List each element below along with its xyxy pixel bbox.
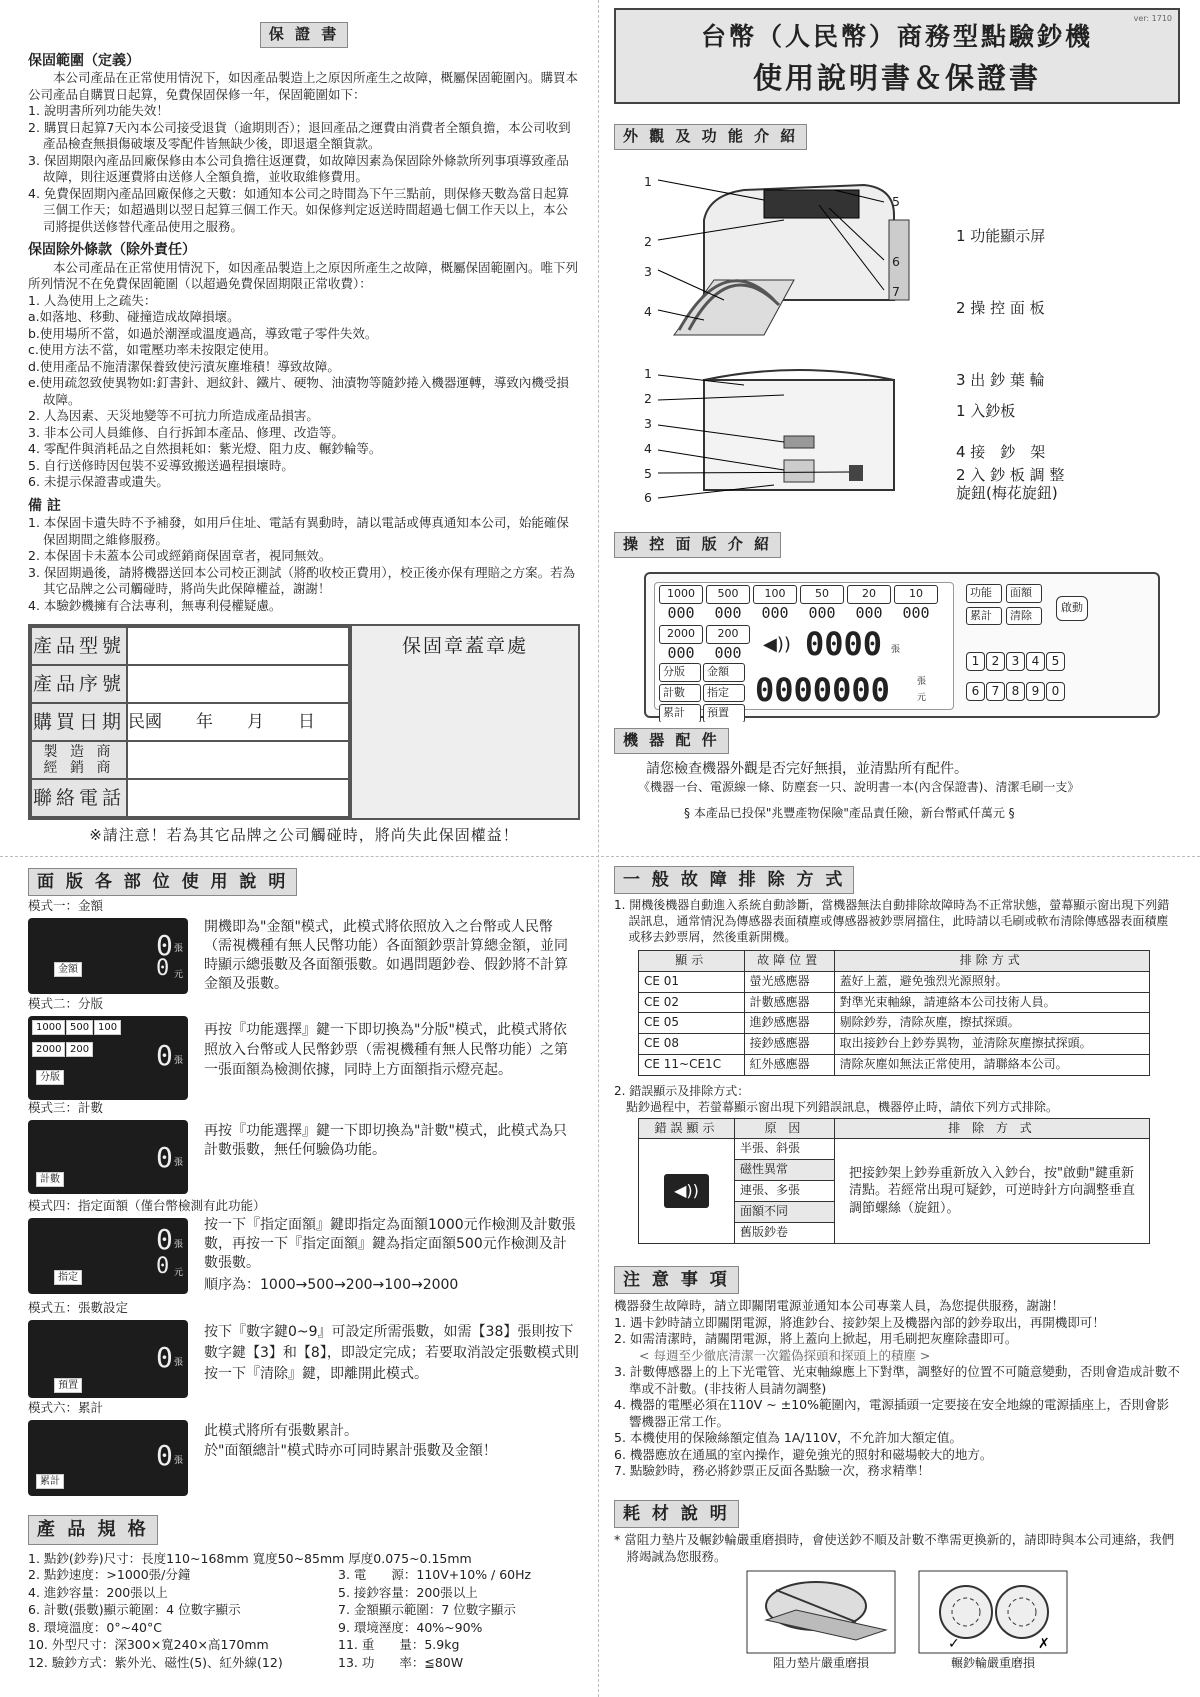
cell: 舊版鈔卷 [735, 1222, 835, 1243]
back-callout-5: 5 [644, 466, 652, 481]
mode-2-display [28, 1016, 188, 1100]
zero-display: 0 [156, 929, 173, 962]
warranty-form [28, 624, 580, 820]
denom-2000: 2000 000 [659, 625, 703, 663]
divider [598, 0, 599, 1697]
mode-6 [28, 1400, 580, 1500]
exclusion-list [28, 293, 580, 310]
list-item: 1 入鈔板 [956, 402, 1016, 420]
roller-caption: 輾鈔輪嚴重磨損 [950, 1656, 1035, 1670]
list-item: 2. 點鈔速度：>1000張/分鐘 [28, 1567, 191, 1583]
cell: CE 11~CE1C [639, 1055, 745, 1076]
speaker-error-icon: ◀)) [664, 1174, 709, 1207]
warranty-notice: ※請注意！若為其它品牌之公司觸碰時，將尚失此保固權益！ [89, 826, 519, 845]
list-item: 2. 購買日起算7天內本公司接受退貨（逾期則否）；退回產品之運費由消費者全額負擔，本公司收到產品檢查無損傷破壞及零配件皆無缺少後，即退還全額貨款。 [28, 119, 571, 152]
list-item: 4 接 鈔 架 [956, 443, 1046, 461]
zero-display: 0 [156, 1439, 173, 1472]
cautions-section [614, 1266, 1180, 1496]
function-button[interactable]: 功能 [966, 584, 1002, 603]
mode-text: 於"面額總計"模式時亦可同時累計張數及金額！ [204, 1443, 497, 1459]
consumables-section [614, 1500, 1180, 1690]
cell: CE 01 [639, 971, 745, 992]
date-label: 購買日期 [31, 703, 127, 741]
key-8[interactable]: 8 [1006, 682, 1025, 701]
svg-text:✗: ✗ [1038, 1636, 1050, 1652]
mode-1-display [28, 918, 188, 994]
date-field[interactable]: 民國 年 月 日 [127, 703, 349, 741]
col-header: 故障位置 [744, 950, 834, 971]
serial-label: 產品序號 [31, 665, 127, 703]
back-callout-3: 3 [644, 416, 652, 431]
unit-zhang: 張 [174, 1358, 184, 1368]
denom-20: 20 000 [847, 585, 891, 623]
mini-denom: 200 [66, 1042, 93, 1057]
model-field[interactable] [127, 627, 349, 665]
cell: CE 02 [639, 992, 745, 1013]
specs-header: 產 品 規 格 [28, 1515, 158, 1545]
front-callout-2: 2 [644, 234, 652, 249]
mode-2 [28, 996, 580, 1100]
list-item: d.使用產品不施清潔保養致使污漬灰塵堆積！導致故障。 [28, 358, 340, 374]
unit-zhang: 張 [174, 1240, 184, 1250]
mode-title: 模式二：分版 [28, 996, 104, 1011]
mode-sequence: 順序為：1000→500→200→100→2000 [204, 1277, 459, 1293]
mode-title: 模式六：累計 [28, 1400, 104, 1415]
svg-text:✓: ✓ [948, 1636, 960, 1652]
list-item: 5. 自行送修時因包裝不妥導致搬送過程損壞時。 [28, 457, 294, 473]
unit-zhang: 張 [174, 1456, 184, 1466]
scope-list [28, 103, 580, 235]
tag-fenban: 分版 [659, 663, 701, 682]
troubleshoot-section [614, 866, 1180, 1256]
count-display: 0000 [805, 625, 883, 663]
list-item: 11. 重 量：5.9kg [338, 1637, 460, 1653]
error-display-table [638, 1118, 1150, 1244]
table-row [639, 971, 1150, 992]
tag-leiji: 累計 [659, 704, 701, 722]
modes-section [28, 868, 580, 1508]
troubleshoot-header: 一 般 故 障 排 除 方 式 [614, 866, 854, 894]
list-item: 4. 零配件與消耗品之自然損耗如：紫光燈、阻力皮、輾鈔輪等。 [28, 441, 382, 457]
specs-section [28, 1515, 588, 1685]
mode-text: 按一下『指定面額』鍵即指定為面額1000元作檢測及計數張數，再按一下『指定面額』鍵為指定面額500元作檢測及計數張數。 [204, 1217, 576, 1271]
denom-500: 500 000 [706, 585, 750, 623]
table-row [639, 1034, 1150, 1055]
key-9[interactable]: 9 [1026, 682, 1045, 701]
tag-zhiding: 指定 [703, 684, 745, 703]
front-callout-7: 7 [892, 284, 900, 299]
exclusion-intro: 本公司產品在正常使用情況下，如因產品製造上之原因所產生之故障，概屬保固範圍內。唯下列所列情況不在免費保固範圍（以超過免費保固期限正常收費）： [28, 259, 579, 292]
mini-denom: 2000 [32, 1042, 65, 1057]
page-subtitle: 使用說明書＆保證書 [752, 61, 1041, 95]
unit-zhang: 張 [174, 1158, 184, 1168]
list-item: 5. 本機使用的保險絲額定值為 1A/110V，不允許加大額定值。 [614, 1430, 962, 1446]
mode-tags [659, 663, 745, 722]
error-code-table [638, 950, 1150, 1076]
phone-label: 聯絡電話 [31, 779, 127, 817]
list-item: 1. 人為使用上之疏失： [28, 292, 157, 308]
mode-tag: 計數 [36, 1172, 64, 1187]
key-3[interactable]: 3 [1006, 652, 1025, 671]
list-item: 4. 進鈔容量：200張以上 [28, 1584, 168, 1600]
panel-display [654, 582, 954, 720]
insurance-note: § 本產品已投保"兆豐產物保險"產品責任險，新台幣貳仟萬元 § [684, 806, 1015, 821]
col-header: 錯誤顯示 [639, 1118, 735, 1139]
cell: 對準光束軸線，請連絡本公司技術人員。 [834, 992, 1149, 1013]
table-row [639, 992, 1150, 1013]
denom-50: 50 000 [800, 585, 844, 623]
mode-tag: 分版 [36, 1070, 64, 1085]
modes-header: 面 版 各 部 位 使 用 說 明 [28, 868, 297, 896]
serial-field[interactable] [127, 665, 349, 703]
total-display: 0000000 [755, 671, 890, 709]
list-item: c.使用方法不當，如電壓功率未按限定使用。 [28, 342, 277, 358]
zero-display: 0 [156, 1223, 173, 1256]
cell: 取出接鈔台上鈔券異物，並清除灰塵擦拭探頭。 [834, 1034, 1149, 1055]
divider [0, 856, 1200, 857]
exclusion-list-rest [28, 408, 580, 491]
error-intro: 點鈔過程中，若螢幕顯示窗出現下列錯誤訊息，機器停止時，請依下列方式排除。 [626, 1099, 1059, 1114]
list-item: 4. 本驗鈔機擁有合法專利，無專利侵權疑慮。 [28, 597, 282, 613]
list-item: 2. 人為因素、天災地變等不可抗力所造成產品損害。 [28, 408, 319, 424]
mode-title: 模式五：張數設定 [28, 1300, 129, 1315]
mode-title: 模式三：計數 [28, 1100, 104, 1115]
mode-text: 開機即為"金額"模式，此模式將依照放入之台幣或人民幣（需視機種有無人民幣功能）各面額鈔票計算總金額，並同時顯示總張數及各面額張數。如遇問題鈔卷、假鈔將不計算金額及張數。 [204, 919, 568, 992]
title-box [614, 8, 1180, 104]
list-item: 6. 機器應放在通風的室內操作，避免強光的照射和磁場較大的地方。 [614, 1446, 993, 1462]
error-fix: 把接鈔架上鈔券重新放入入鈔台，按"啟動"鍵重新清點。若經常出現可疑鈔，可逆時針方向調整垂直調節螺絲（旋鈕）。 [835, 1139, 1150, 1243]
list-item: 1. 說明書所列功能失效！ [28, 103, 169, 119]
cell: 進鈔感應器 [744, 1013, 834, 1034]
mode-4 [28, 1198, 580, 1298]
maker-field[interactable] [127, 741, 349, 779]
cell: 剔除鈔券，清除灰塵，擦拭探頭。 [834, 1013, 1149, 1034]
list-item: 3 出 鈔 葉 輪 [956, 371, 1045, 389]
accessories-text-2: 《機器一台、電源線一條、防塵套一只、說明書一本(內含保證書)、清潔毛刷一支》 [638, 780, 1080, 795]
list-item: a.如落地、移動、碰撞造成故障損壞。 [28, 309, 240, 325]
scope-title: 保固範圍（定義） [28, 52, 140, 69]
unit-yuan: 元 [174, 1268, 184, 1278]
mode-3 [28, 1100, 580, 1196]
mode-tag: 累計 [36, 1474, 64, 1489]
page-title: 台幣（人民幣）商務型點驗鈔機 [700, 22, 1093, 51]
unit-zhang: 張 [174, 944, 184, 954]
list-item: 6. 未提示保證書或遺失。 [28, 474, 169, 490]
list-item: 10. 外型尺寸：深300×寬240×高170mm [28, 1637, 269, 1653]
list-item: 8. 環境溫度：0°~40°C [28, 1619, 162, 1635]
zero-display: 0 [156, 1141, 173, 1174]
mode-4-display [28, 1218, 188, 1294]
list-item: 3. 電 源：110V+10% / 60Hz [338, 1567, 532, 1583]
list-item: 1. 點鈔(鈔券)尺寸：長度110~168mm 寬度50~85mm 厚度0.075~0.15mm [28, 1550, 472, 1566]
cell: 磁性異常 [735, 1160, 835, 1181]
cell: 螢光感應器 [744, 971, 834, 992]
denom-100: 100 000 [753, 585, 797, 623]
mode-6-display [28, 1420, 188, 1496]
col-header: 排除方式 [834, 950, 1149, 971]
cautions-intro: 機器發生故障時，請立即關閉電源並通知本公司專業人員，為您提供服務，謝謝！ [614, 1298, 1065, 1314]
front-callout-1: 1 [644, 174, 652, 189]
denom-10: 10 000 [894, 585, 938, 623]
list-item: 5. 接鈔容量：200張以上 [338, 1584, 478, 1600]
error-title: 2. 錯誤顯示及排除方式： [614, 1083, 750, 1098]
list-item: 4. 免費保固期內產品回廠保修之天數：如通知本公司之時間為下午三點前，則保修天數為當日起算三個工作天；如超過則以翌日起算三個工作天。如保修判定返送時間超過七個工作天以上，本公司將提供送修替代產品使用之服務。 [28, 185, 569, 234]
accessories-header: 機 器 配 件 [614, 728, 729, 754]
front-callout-3: 3 [644, 264, 652, 279]
stamp-area[interactable]: 保固章蓋章處 [350, 626, 578, 818]
machine-front-drawing [634, 160, 934, 360]
list-item: 12. 驗鈔方式：紫外光、磁性(5)、紅外線(12) [28, 1654, 283, 1670]
list-item: 6. 計數(張數)顯示範圍：4 位數字顯示 [28, 1602, 241, 1618]
zero-display: 0 [156, 1039, 173, 1072]
table-row [639, 1055, 1150, 1076]
key-5[interactable]: 5 [1046, 652, 1065, 671]
zero-display: 0 [156, 1341, 173, 1374]
cell: CE 05 [639, 1013, 745, 1034]
keypad-row-2 [966, 682, 1066, 701]
count-unit: 張 [891, 645, 901, 655]
notes-title: 備 註 [28, 497, 61, 514]
model-label: 產品型號 [31, 627, 127, 665]
list-item: b.使用場所不當，如過於潮溼或溫度過高，導致電子零件失效。 [28, 325, 378, 341]
cell: 蓋好上蓋，避免強烈光源照射。 [834, 971, 1149, 992]
cautions-list [614, 1315, 1180, 1480]
machine-back-drawing [634, 360, 934, 510]
mode-title: 模式一：金額 [28, 898, 104, 913]
table-row [639, 1013, 1150, 1034]
version-label: ver: 1710 [1133, 14, 1172, 23]
speaker-icon: ◀)) [763, 634, 791, 655]
zero-display: 0 [156, 1254, 170, 1279]
list-item: e.使用疏忽致使異物如:釘書針、迴紋針、鐵片、硬物、油漬物等隨鈔捲入機器運轉，導致內機受損故障。 [28, 375, 569, 407]
appearance-header: 外 觀 及 功 能 介 紹 [614, 124, 807, 150]
exclusion-sublist [28, 309, 580, 408]
panel-header: 操 控 面 版 介 紹 [614, 532, 781, 558]
scope-intro: 本公司產品在正常使用情況下，如因產品製造上之原因所產生之故障，概屬保固範圍內。購買本公司產品自購買日起算，免費保固保修一年，保固範圍如下： [28, 70, 579, 102]
mode-5-display [28, 1320, 188, 1398]
list-item: 1 功能顯示屏 [956, 227, 1046, 245]
keypad-row-1 [966, 652, 1066, 671]
list-item: 13. 功 率：≦80W [338, 1654, 464, 1670]
specs-list [28, 1551, 588, 1672]
list-item: 7. 點驗鈔時，務必將鈔票正反面各點驗一次，務求精準！ [614, 1463, 930, 1479]
friction-pad-caption: 阻力墊片嚴重磨損 [772, 1656, 869, 1670]
mode-text: 按下『數字鍵0~9』可設定所需張數，如需【38】張則按下數字鍵【3】和【8】，即設定完成；若要取消設定張數模式則按一下『清除』鍵，即離開此模式。 [204, 1324, 579, 1382]
roller-wear-icon [918, 1570, 1068, 1654]
mini-denom: 1000 [32, 1020, 65, 1035]
start-button[interactable]: 啟動 [1056, 596, 1088, 621]
mode-text: 再按『功能選擇』鍵一下即切換為"分版"模式，此模式將依照放入台幣或人民幣鈔票（需視機種有無人民幣功能）之第一張面額為檢測依據，同時上方面額指示燈亮起。 [204, 1022, 568, 1078]
key-6[interactable]: 6 [966, 682, 985, 701]
key-4[interactable]: 4 [1026, 652, 1045, 671]
key-7[interactable]: 7 [986, 682, 1005, 701]
accessories-section [614, 728, 1180, 838]
list-item: 7. 金額顯示範圍：7 位數字顯示 [338, 1602, 516, 1618]
col-header: 顯示 [639, 950, 745, 971]
denom-1000: 1000 000 [659, 585, 703, 623]
list-item: 2 入 鈔 板 調 整 旋鈕(梅花旋鈕) [956, 466, 1065, 502]
panel-section [614, 532, 1180, 722]
mode-5 [28, 1300, 580, 1400]
mode-title: 模式四：指定面額（僅台幣檢測有此功能） [28, 1198, 266, 1213]
mode-3-display [28, 1120, 188, 1194]
consumables-text: * 當阻力墊片及輾鈔輪嚴重磨損時，會使送鈔不順及計數不準需更換新的，請即時與本公司連絡，我們將竭誠為您服務。 [614, 1532, 1175, 1564]
list-item: 3. 保固期限內產品回廠保修由本公司負擔往返運費，如故障因素為保固除外條款所列事項導致產品故障，則往返運費將由送修人全額負擔，並收取維修費用。 [28, 152, 569, 185]
mode-text: 此模式將所有張數累計。 [204, 1423, 358, 1439]
list-item: 2. 本保固卡未蓋本公司或經銷商保固章者，視同無效。 [28, 548, 332, 564]
list-item: 2. 如需清潔時，請關閉電源，將上蓋向上掀起，用毛刷把灰塵除盡即可。 [614, 1331, 1018, 1347]
notes-list [28, 515, 580, 614]
list-item: 2 操 控 面 板 [956, 299, 1045, 317]
cell: 接鈔感應器 [744, 1034, 834, 1055]
unit-yuan: 元 [174, 970, 184, 980]
list-item: 1. 本保固卡遺失時不予補發，如用戶住址、電話有異動時，請以電話或傳真通知本公司，始能確保保固期間之維修服務。 [28, 515, 569, 547]
exclusion-title: 保固除外條款（除外責任） [28, 242, 196, 259]
warranty-section [28, 22, 580, 852]
list-item: 3. 計數傳感器上的上下光電管、光束軸線應上下對準，調整好的位置不可隨意變動，否則會造成計數不準或不計數。(非技術人員請勿調整) [614, 1364, 1180, 1396]
clear-button[interactable]: 清除 [1006, 607, 1042, 626]
list-item: 3. 保固期過後，請將機器送回本公司校正測試（將酌收校正費用），校正後亦保有理賠之方案。若為其它品牌之公司觸碰時，將尚失此保障權益，謝謝！ [28, 564, 576, 597]
mode-1 [28, 898, 580, 998]
control-panel-drawing [644, 572, 1160, 718]
denom-200: 200 000 [706, 625, 750, 663]
warranty-header: 保 證 書 [260, 22, 348, 48]
tag-jine: 金額 [703, 663, 745, 682]
list-item: < 每週至少徹底清潔一次鑑偽探頭和探頭上的積塵 > [639, 1347, 931, 1363]
appearance-section [614, 124, 1180, 514]
cell: 清除灰塵如無法正常使用，請聯絡本公司。 [834, 1055, 1149, 1076]
col-header: 排 除 方 式 [835, 1118, 1150, 1139]
front-callout-6: 6 [892, 254, 900, 269]
denomination-button[interactable]: 面額 [1006, 584, 1042, 603]
mini-denom: 100 [94, 1020, 121, 1035]
zero-display: 0 [156, 956, 170, 981]
col-header: 原 因 [735, 1118, 835, 1139]
list-item: 1. 遇卡鈔時請立即關閉電源，將進鈔台、接鈔架上及機器內部的鈔券取出，再開機即可！ [614, 1314, 1105, 1330]
mode-tag: 金額 [54, 962, 82, 977]
tag-jishu: 計數 [659, 684, 701, 703]
cell: 連張、多張 [735, 1181, 835, 1202]
key-1[interactable]: 1 [966, 652, 985, 671]
back-callout-6: 6 [644, 490, 652, 505]
maker-label: 製 造 商 經 銷 商 [31, 741, 127, 779]
cell: 面額不同 [735, 1201, 835, 1222]
phone-field[interactable] [127, 779, 349, 817]
mode-tag: 指定 [54, 1270, 82, 1285]
friction-pad-icon [746, 1570, 896, 1654]
cautions-header: 注 意 事 項 [614, 1266, 739, 1294]
list-item: 9. 環境溼度：40%~90% [338, 1619, 483, 1635]
total-unit-yuan: 元 [917, 693, 927, 703]
troubleshoot-intro: 1. 開機後機器自動進入系統自動診斷，當機器無法自動排除故障時為不正常狀態，螢幕顯示窗出現下列錯誤訊息，通常情況為傳感器表面積塵或傳感器被鈔票屑擋住，此時請以毛刷或軟布清除傳感器表面積塵或移去鈔票屑，然後重新開機。 [614, 898, 1170, 945]
back-callout-2: 2 [644, 391, 652, 406]
key-2[interactable]: 2 [986, 652, 1005, 671]
cell: CE 08 [639, 1034, 745, 1055]
accumulate-button[interactable]: 累計 [966, 607, 1002, 626]
cell: 紅外感應器 [744, 1055, 834, 1076]
mode-text: 再按『功能選擇』鍵一下即切換為"計數"模式，此模式為只計數張數，無任何驗偽功能。 [204, 1123, 567, 1158]
list-item: 3. 非本公司人員維修、自行拆卸本產品、修理、改造等。 [28, 424, 344, 440]
accessories-text-1: 請您檢查機器外觀是否完好無損，並清點所有配件。 [646, 760, 968, 777]
total-unit-zhang: 張 [917, 677, 927, 687]
list-item: 4. 機器的電壓必須在110V ~ ±10%範圍內，電源插頭一定要接在安全地線的電源插座上，否則會影響機器正常工作。 [614, 1397, 1169, 1429]
front-callout-5: 5 [892, 194, 900, 209]
back-callout-4: 4 [644, 441, 652, 456]
cell: 半張、斜張 [735, 1139, 835, 1160]
cell: 計數感應器 [744, 992, 834, 1013]
tag-yuzhi: 預置 [703, 704, 745, 722]
consumables-header: 耗 材 說 明 [614, 1500, 739, 1528]
mini-denom: 500 [66, 1020, 93, 1035]
back-callout-1: 1 [644, 366, 652, 381]
back-parts-list [956, 356, 1075, 514]
mode-tag: 預置 [54, 1378, 82, 1393]
key-0[interactable]: 0 [1046, 682, 1065, 701]
unit-zhang: 張 [174, 1056, 184, 1066]
front-callout-4: 4 [644, 304, 652, 319]
